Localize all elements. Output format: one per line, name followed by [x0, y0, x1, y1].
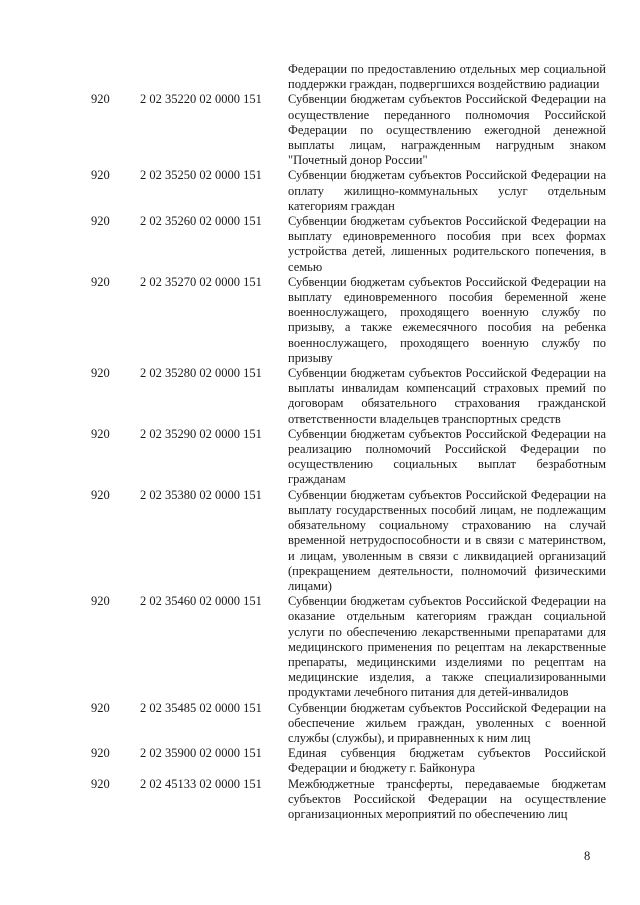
revenue-description: Единая субвенция бюджетам субъектов Российской Федерации и бюджету г. Байконура	[288, 746, 606, 776]
budget-classification-code: 2 02 45133 02 0000 151	[140, 776, 262, 791]
admin-code: 920	[91, 274, 110, 289]
admin-code: 920	[91, 366, 110, 381]
admin-code: 920	[91, 594, 110, 609]
budget-classification-code: 2 02 35250 02 0000 151	[140, 168, 262, 183]
admin-code: 920	[91, 214, 110, 229]
budget-classification-code: 2 02 35460 02 0000 151	[140, 594, 262, 609]
admin-code: 920	[91, 92, 110, 107]
revenue-description: Межбюджетные трансферты, передаваемые бюджетам субъектов Российской Федерации на осуществление организационных мероприятий по обеспечению лиц	[288, 776, 606, 821]
table-row	[0, 777, 640, 823]
admin-code: 920	[91, 700, 110, 715]
table-row	[0, 746, 640, 776]
table-row	[0, 366, 640, 427]
budget-classification-table	[0, 62, 640, 822]
budget-classification-code: 2 02 35260 02 0000 151	[140, 214, 262, 229]
budget-classification-code: 2 02 35280 02 0000 151	[140, 366, 262, 381]
revenue-description: Субвенции бюджетам субъектов Российской Федерации на реализацию полномочий Российской Федерации по осуществлению социальных выплат безработным гражданам	[288, 426, 606, 487]
revenue-description: Федерации по предоставлению отдельных мер социальной поддержки граждан, подвергшихся воздействию радиации	[288, 62, 606, 92]
table-row	[0, 427, 640, 488]
admin-code: 920	[91, 426, 110, 441]
table-row	[0, 701, 640, 747]
table-row	[0, 62, 640, 92]
table-row	[0, 275, 640, 366]
budget-classification-code: 2 02 35270 02 0000 151	[140, 274, 262, 289]
table-row	[0, 594, 640, 700]
admin-code: 920	[91, 487, 110, 502]
budget-classification-code: 2 02 35220 02 0000 151	[140, 92, 262, 107]
table-row	[0, 488, 640, 594]
revenue-description: Субвенции бюджетам субъектов Российской Федерации на выплату единовременного пособия беременной жене военнослужащего, проходящего военную службу по призыву, а также ежемесячного пособия на ребенка военнослужащего, проходящего военную службу по призыву	[288, 274, 606, 365]
revenue-description: Субвенции бюджетам субъектов Российской Федерации на оплату жилищно-коммунальных услуг отдельным категориям граждан	[288, 168, 606, 213]
admin-code: 920	[91, 776, 110, 791]
table-row	[0, 92, 640, 168]
budget-classification-code: 2 02 35290 02 0000 151	[140, 426, 262, 441]
page-number: 8	[584, 849, 591, 863]
revenue-description: Субвенции бюджетам субъектов Российской Федерации на оказание отдельным категориям граждан социальной услуги по обеспечению лекарственными препаратами для медицинского применения по рецептам на лекарственные препараты, медицинскими изделиями по рецептам на медицинские изделия, а также специализированными продуктами лечебного питания для детей-инвалидов	[288, 594, 606, 700]
budget-classification-code: 2 02 35485 02 0000 151	[140, 700, 262, 715]
revenue-description: Субвенции бюджетам субъектов Российской Федерации на выплату единовременного пособия при всех формах устройства детей, лишенных родительского попечения, в семью	[288, 214, 606, 274]
table-row	[0, 168, 640, 214]
budget-classification-code: 2 02 35380 02 0000 151	[140, 487, 262, 502]
revenue-description: Субвенции бюджетам субъектов Российской Федерации на осуществление переданного полномочия Российской Федерации по осуществлению ежегодной денежной выплаты лицам, награжденным нагрудным знаком "Почетный донор России"	[288, 92, 606, 168]
admin-code: 920	[91, 168, 110, 183]
revenue-description: Субвенции бюджетам субъектов Российской Федерации на выплаты инвалидам компенсаций страховых премий по договорам обязательного страхования гражданской ответственности владельцев транспортных средств	[288, 366, 606, 426]
table-row	[0, 214, 640, 275]
revenue-description: Субвенции бюджетам субъектов Российской Федерации на выплату государственных пособий лицам, не подлежащим обязательному социальному страхованию на случай временной нетрудоспособности и в связи с материнством, и лицам, уволенным в связи с ликвидацией организаций (прекращением деятельности, полномочий физическими лицами)	[288, 487, 606, 593]
budget-classification-code: 2 02 35900 02 0000 151	[140, 746, 262, 761]
revenue-description: Субвенции бюджетам субъектов Российской Федерации на обеспечение жильем граждан, уволенных с военной службы (службы), и приравненных к ним лиц	[288, 700, 606, 745]
admin-code: 920	[91, 746, 110, 761]
